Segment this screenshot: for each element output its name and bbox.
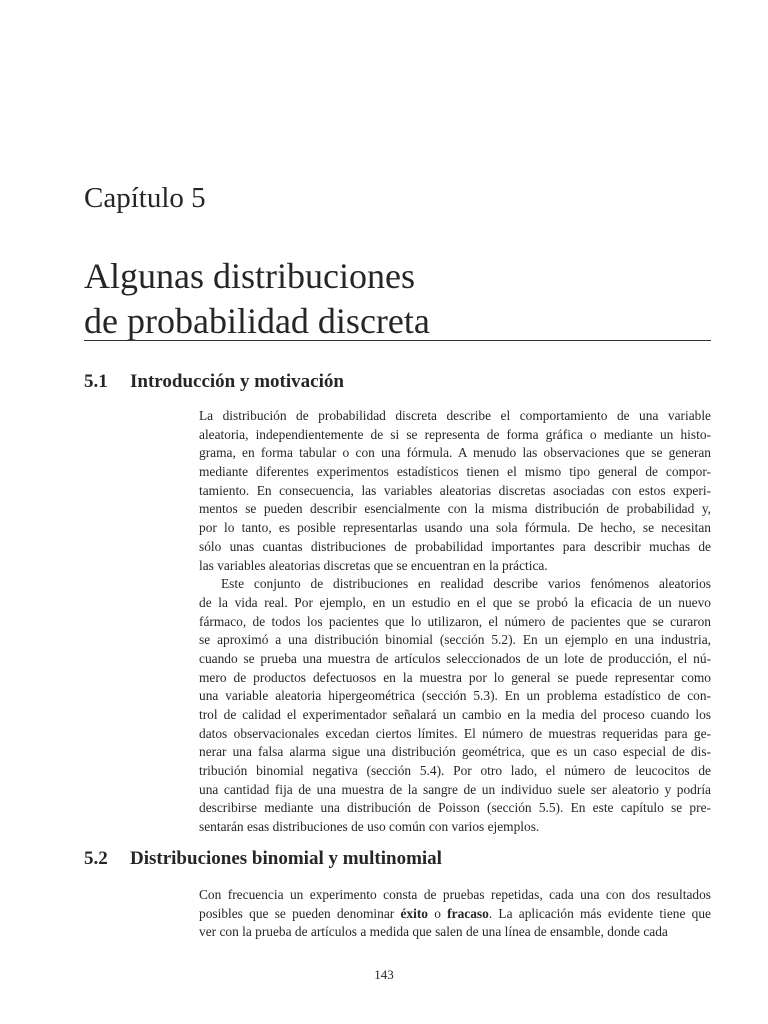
text-line: de la vida real. Por ejemplo, en un estudio en el que se probó la eficacia de un nuevo	[199, 594, 711, 610]
bold-term: éxito	[400, 905, 428, 921]
text-line: posibles que se pueden denominar éxito o fracaso. La aplicación más evidente tiene que	[199, 905, 711, 921]
chapter-title-line: Algunas distribuciones	[84, 256, 415, 296]
text-line: cuando se prueba una muestra de artículos seleccionados de un lote de producción, el nú-	[199, 650, 711, 666]
text-line: Con frecuencia un experimento consta de pruebas repetidas, cada una con dos resultados	[199, 887, 711, 902]
text-line: trol de calidad el experimentador señalará un cambio en la media del proceso cuando los	[199, 707, 711, 722]
text-line: tamiento. En consecuencia, las variables aleatorias discretas asociadas con estos experi-	[199, 482, 711, 498]
text-line: las variables aleatorias discretas que se encuentran en la práctica.	[199, 557, 548, 573]
text-line: mero de productos defectuosos en la muestra por lo general se puede representar como	[199, 669, 711, 685]
paragraph	[199, 886, 711, 942]
chapter-label: Capítulo 5	[84, 182, 206, 214]
text-line: ver con la prueba de artículos a medida que salen de una línea de ensamble, donde cada	[199, 924, 668, 940]
section-title: Distribuciones binomial y multinomial	[130, 848, 442, 869]
text-line: tribución binomial negativa (sección 5.4). Por otro lado, el número de leucocitos de	[199, 763, 711, 779]
text-line: sentarán esas distribuciones de uso común con varios ejemplos.	[199, 819, 540, 835]
chapter-title	[84, 254, 430, 344]
paragraph	[199, 575, 711, 837]
title-rule	[84, 340, 711, 341]
section-number: 5.2	[84, 848, 108, 869]
text-line: mentos se pueden describir esencialmente con la misma distribución de probabilidad y,	[199, 501, 711, 517]
section-title: Introducción y motivación	[130, 371, 344, 392]
section-body	[199, 407, 711, 837]
text-line: grama, en forma tabular o con una fórmula. A menudo las observaciones que se generan	[199, 445, 711, 461]
section-heading	[84, 847, 442, 871]
text-line: nerar una falsa alarma sigue una distribución geométrica, que es un caso especial de dis-	[199, 744, 711, 760]
text-line: describirse mediante una distribución de Poisson (sección 5.5). En este capítulo se pre-	[199, 800, 711, 816]
section-number: 5.1	[84, 371, 108, 392]
bold-term: fracaso	[447, 905, 489, 921]
text-line: aleatoria, independientemente de si se representa de forma gráfica o mediante un histo-	[199, 426, 711, 442]
text-line: La distribución de probabilidad discreta describe el comportamiento de una variable	[199, 408, 711, 423]
section-heading	[84, 370, 344, 394]
text-line: fármaco, de todos los pacientes que lo utilizaron, el número de pacientes que se curaron	[199, 613, 711, 629]
text-line: una variable aleatoria hipergeométrica (sección 5.3). En un problema estadístico de con-	[199, 688, 711, 704]
chapter-title-line: de probabilidad discreta	[84, 301, 430, 341]
text-line: datos observacionales excedan ciertos límites. El número de muestras requeridas para ge-	[199, 725, 711, 741]
text-line: Este conjunto de distribuciones en realidad describe varios fenómenos aleatorios	[221, 576, 711, 592]
text-line: mediante diferentes experimentos estadísticos tienen el mismo tipo general de compor-	[199, 464, 711, 480]
text-line: una cantidad fija de una muestra de la sangre de un individuo suele ser aleatorio y podría	[199, 781, 711, 797]
page-number: 143	[374, 967, 394, 982]
section-body	[199, 886, 711, 942]
paragraph	[199, 407, 711, 575]
text-line: por lo tanto, es posible representarlas usando una sola fórmula. De hecho, se necesitan	[199, 520, 711, 536]
text-line: se aproximó a una distribución binomial (sección 5.2). En un ejemplo en una industria,	[199, 632, 711, 648]
text-line: sólo unas cuantas distribuciones de probabilidad importantes para describir muchas de	[199, 538, 711, 554]
